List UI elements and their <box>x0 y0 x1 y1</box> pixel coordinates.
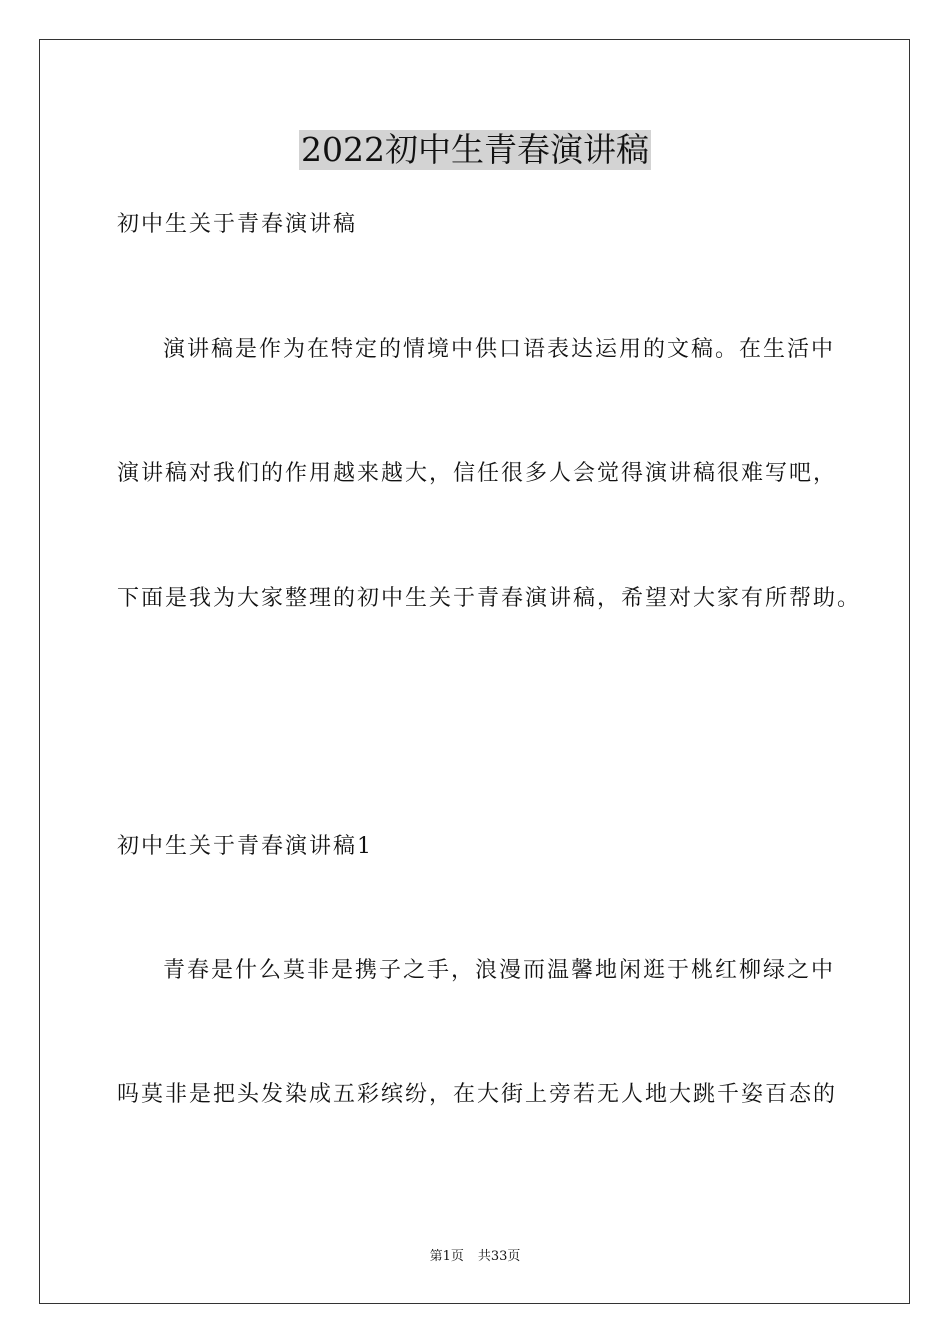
paragraph-line: 吗莫非是把头发染成五彩缤纷，在大街上旁若无人地大跳千姿百态的 <box>117 1082 838 1107</box>
paragraph-line: 青春是什么莫非是携子之手，浪漫而温馨地闲逛于桃红柳绿之中 <box>163 958 836 983</box>
paragraph-line: 下面是我为大家整理的初中生关于青春演讲稿，希望对大家有所帮助。 <box>117 586 862 611</box>
title-container <box>0 130 950 170</box>
page-footer <box>0 1248 950 1266</box>
document-title: 2022初中生青春演讲稿 <box>301 130 649 169</box>
paragraph-line: 演讲稿对我们的作用越来越大，信任很多人会觉得演讲稿很难写吧， <box>117 461 838 486</box>
paragraph-line: 演讲稿是作为在特定的情境中供口语表达运用的文稿。在生活中 <box>163 337 836 362</box>
page-number: 第1页 <box>429 1249 464 1264</box>
subtitle-line: 初中生关于青春演讲稿 <box>117 212 358 237</box>
section-heading: 初中生关于青春演讲稿1 <box>117 834 373 859</box>
page-total: 共33页 <box>477 1249 521 1264</box>
